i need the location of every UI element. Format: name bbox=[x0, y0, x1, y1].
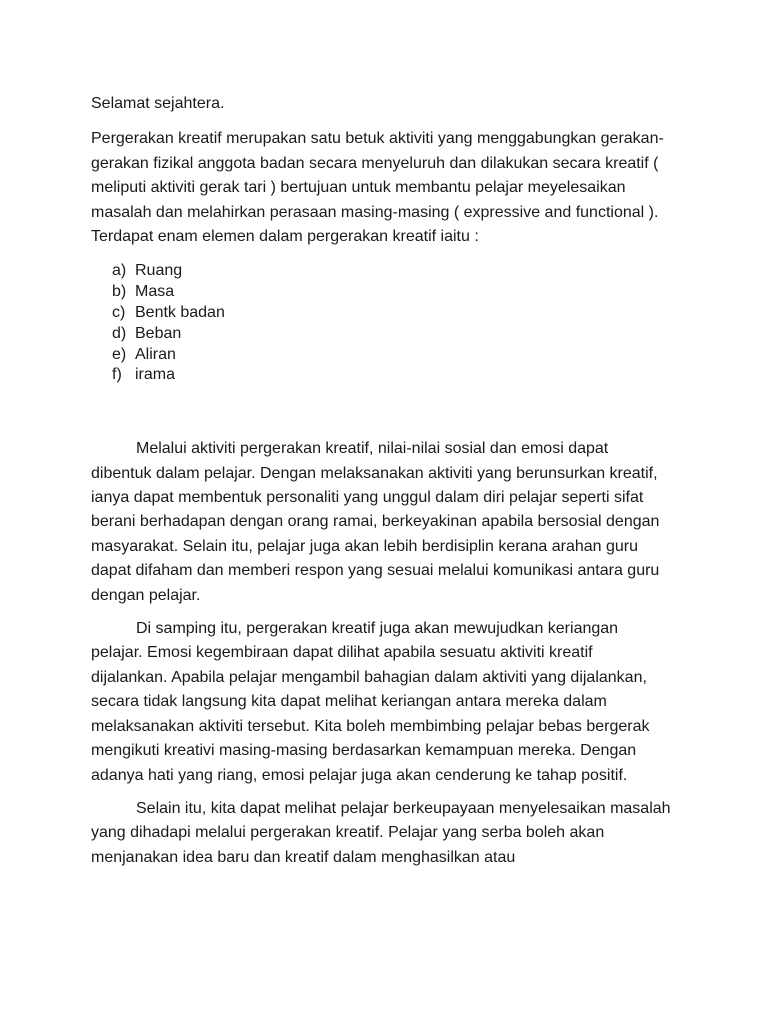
body-paragraph-social: Melalui aktiviti pergerakan kreatif, nilai-nilai sosial dan emosi dapat dibentuk dalam pelajar. Dengan melaksanakan aktiviti yang berunsurkan kreatif, ianya dapat membentuk personaliti yang unggul dalam diri pelajar seperti sifat berani berhadapan dengan orang ramai, berkeyakinan apabila bersosial dengan masyarakat. Selain itu, pelajar juga akan lebih berdisiplin kerana arahan guru dapat difaham dan memberi respon yang sesuai melalui komunikasi antara guru dengan pelajar. bbox=[91, 440, 660, 604]
section-spacer bbox=[91, 386, 671, 437]
list-marker: e) bbox=[112, 345, 127, 363]
body-paragraph-joy: Di samping itu, pergerakan kreatif juga akan mewujudkan keriangan pelajar. Emosi kegembiraan dapat dilihat apabila sesuatu aktiviti kreatif dijalankan. Apabila pelajar mengambil bahagian dalam aktiviti yang dijalankan, secara tidak langsung kita dapat melihat keriangan antara mereka dalam melaksanakan aktiviti tersebut. Kita boleh membimbing pelajar bebas bergerak mengikuti kreativi masing-masing berdasarkan kemampuan mereka. Dengan adanya hati yang riang, emosi pelajar juga akan cenderung ke tahap positif. bbox=[91, 620, 650, 784]
list-item bbox=[112, 261, 671, 282]
list-marker: c) bbox=[112, 304, 126, 322]
list-item-text: Bentk badan bbox=[135, 304, 225, 322]
list-item bbox=[112, 324, 671, 345]
list-marker: f) bbox=[112, 366, 122, 384]
intro-paragraph: Pergerakan kreatif merupakan satu betuk aktiviti yang menggabungkan gerakan-gerakan fizikal anggota badan secara menyeluruh dan dilakukan secara kreatif ( meliputi aktiviti gerak tari ) bertujuan untuk membantu pelajar meyelesaikan masalah dan melahirkan perasaan masing-masing ( expressive and functional ). Terdapat enam elemen dalam pergerakan kreatif iaitu : bbox=[91, 130, 664, 246]
list-item-text: Aliran bbox=[135, 345, 176, 363]
elements-list bbox=[91, 261, 671, 386]
list-item bbox=[112, 303, 671, 324]
list-item bbox=[112, 282, 671, 303]
document-page bbox=[91, 92, 671, 879]
list-item-text: Ruang bbox=[135, 262, 183, 280]
list-marker: d) bbox=[112, 324, 127, 342]
list-item-text: irama bbox=[135, 366, 176, 384]
greeting: Selamat sejahtera. bbox=[91, 95, 225, 112]
body-paragraph-problem-solving: Selain itu, kita dapat melihat pelajar berkeupayaan menyelesaikan masalah yang dihadapi melalui pergerakan kreatif. Pelajar yang serba boleh akan menjanakan idea baru dan kreatif dalam menghasilkan atau bbox=[91, 799, 671, 866]
list-item-text: Beban bbox=[135, 324, 182, 342]
list-marker: a) bbox=[112, 262, 127, 280]
list-marker: b) bbox=[112, 283, 127, 301]
list-item bbox=[112, 365, 671, 386]
list-item bbox=[112, 345, 671, 366]
list-item-text: Masa bbox=[135, 283, 175, 301]
